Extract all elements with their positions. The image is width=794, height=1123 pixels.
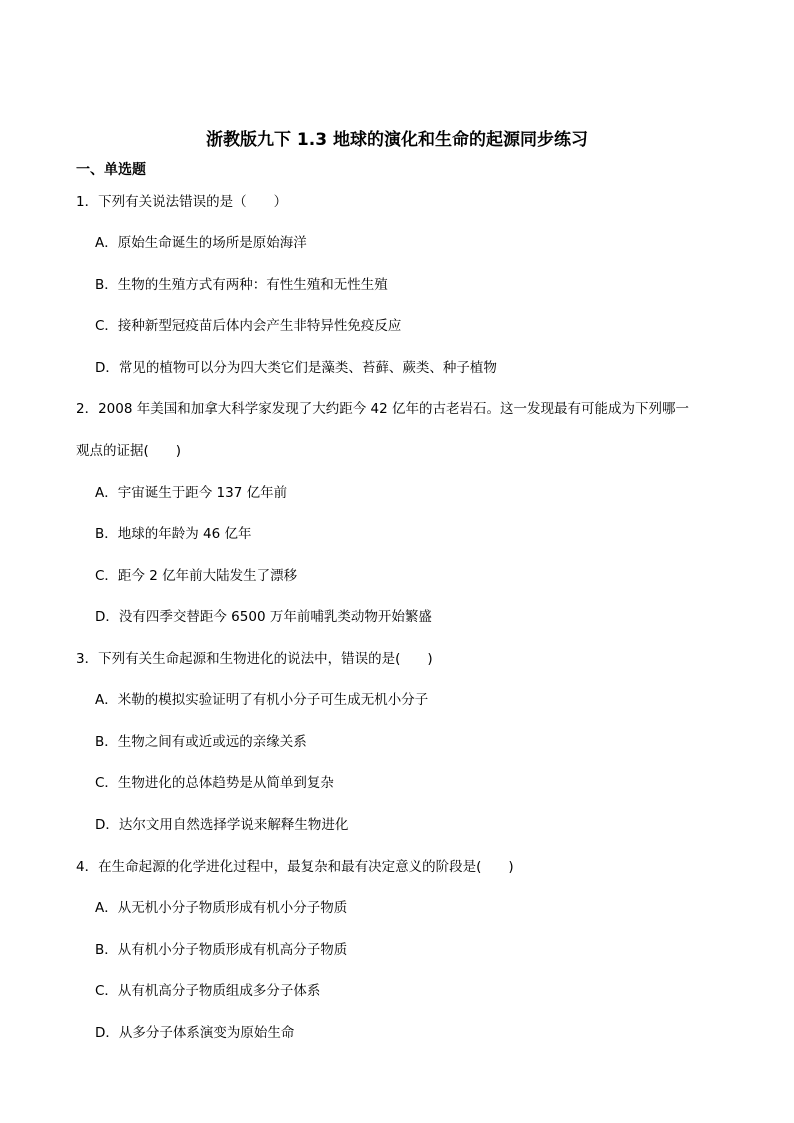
question-2-stem-line-2: 观点的证据( ) bbox=[76, 443, 182, 459]
question-3-option-c[interactable]: C．生物进化的总体趋势是从简单到复杂 bbox=[95, 775, 334, 791]
question-3-option-d[interactable]: D．达尔文用自然选择学说来解释生物进化 bbox=[95, 817, 349, 833]
question-1-option-d[interactable]: D．常见的植物可以分为四大类它们是藻类、苔藓、蕨类、种子植物 bbox=[95, 360, 497, 376]
question-2-option-b[interactable]: B．地球的年龄为 46 亿年 bbox=[95, 526, 252, 542]
question-2-option-c[interactable]: C．距今 2 亿年前大陆发生了漂移 bbox=[95, 568, 298, 584]
question-3-option-b[interactable]: B．生物之间有或近或远的亲缘关系 bbox=[95, 734, 307, 750]
question-3-option-a[interactable]: A．米勒的模拟实验证明了有机小分子可生成无机小分子 bbox=[95, 692, 429, 708]
question-2-option-d[interactable]: D．没有四季交替距今 6500 万年前哺乳类动物开始繁盛 bbox=[95, 609, 432, 625]
question-1-stem: 1．下列有关说法错误的是（ ） bbox=[76, 194, 288, 210]
question-2-stem-line-1: 2．2008 年美国和加拿大科学家发现了大约距今 42 亿年的古老岩石。这一发现最有可能成为下列哪一 bbox=[76, 401, 689, 417]
question-3-stem: 3．下列有关生命起源和生物进化的说法中，错误的是( ) bbox=[76, 651, 433, 667]
document-title: 浙教版九下 1.3 地球的演化和生命的起源同步练习 bbox=[206, 130, 588, 150]
question-2-option-a[interactable]: A．宇宙诞生于距今 137 亿年前 bbox=[95, 485, 288, 501]
section-heading: 一、单选题 bbox=[76, 162, 146, 178]
question-4-option-d[interactable]: D．从多分子体系演变为原始生命 bbox=[95, 1025, 295, 1041]
question-4-option-a[interactable]: A．从无机小分子物质形成有机小分子物质 bbox=[95, 900, 348, 916]
question-1-option-c[interactable]: C．接种新型冠疫苗后体内会产生非特异性免疫反应 bbox=[95, 318, 402, 334]
question-4-option-b[interactable]: B．从有机小分子物质形成有机高分子物质 bbox=[95, 942, 348, 958]
question-1-option-a[interactable]: A．原始生命诞生的场所是原始海洋 bbox=[95, 235, 307, 251]
question-1-option-b[interactable]: B．生物的生殖方式有两种：有性生殖和无性生殖 bbox=[95, 277, 388, 293]
question-4-option-c[interactable]: C．从有机高分子物质组成多分子体系 bbox=[95, 983, 321, 999]
question-4-stem: 4．在生命起源的化学进化过程中，最复杂和最有决定意义的阶段是( ) bbox=[76, 859, 514, 875]
